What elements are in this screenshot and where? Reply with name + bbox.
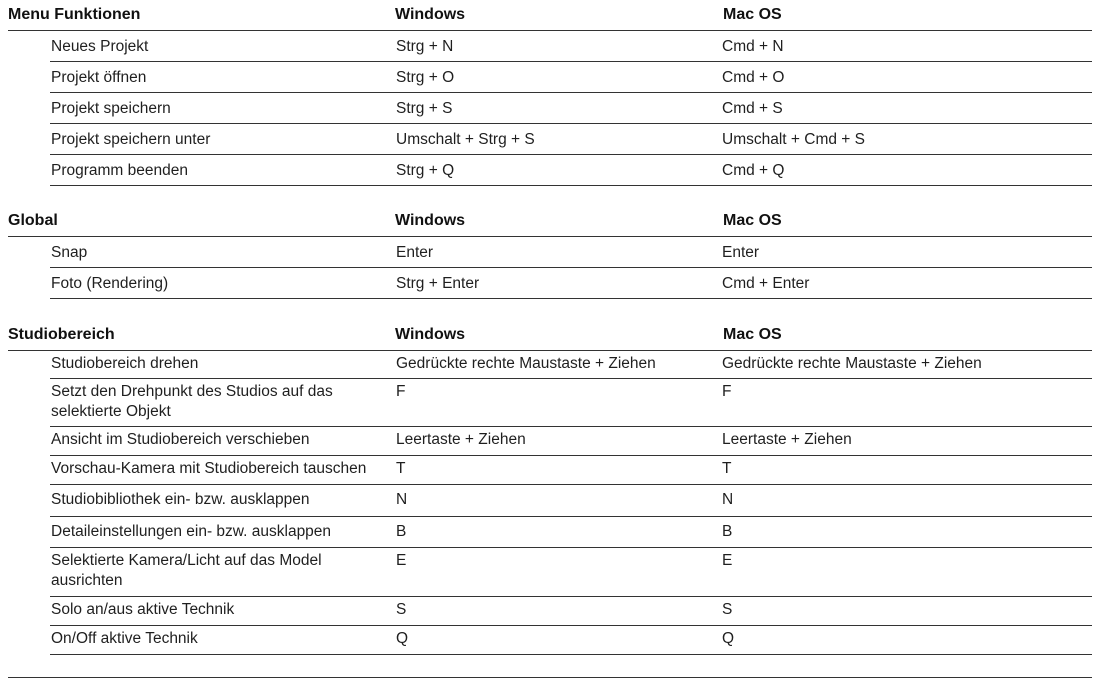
mac-shortcut-cell: Cmd + N	[722, 38, 784, 55]
mac-shortcut-cell: Cmd + S	[722, 100, 783, 117]
column-header-mac: Mac OS	[723, 212, 782, 229]
mac-shortcut-cell: E	[722, 552, 733, 569]
function-cell: Programm beenden	[51, 162, 188, 179]
function-cell: On/Off aktive Technik	[51, 630, 198, 647]
windows-shortcut-cell: Enter	[396, 244, 434, 261]
windows-shortcut-cell: Q	[396, 630, 409, 647]
function-cell: Projekt öffnen	[51, 69, 147, 86]
section-title: Menu Funktionen	[8, 6, 141, 23]
section-header	[8, 320, 1092, 351]
function-cell: Ansicht im Studiobereich verschieben	[51, 431, 310, 448]
windows-shortcut-cell: Strg + Enter	[396, 275, 480, 292]
windows-shortcut-cell: E	[396, 552, 407, 569]
table-row	[50, 597, 1092, 626]
section-menu-funktionen	[0, 0, 1097, 186]
table-row	[50, 548, 1092, 597]
mac-shortcut-cell: Cmd + Q	[722, 162, 785, 179]
mac-shortcut-cell: S	[722, 601, 733, 618]
bottom-divider	[8, 677, 1092, 678]
function-cell: Vorschau-Kamera mit Studiobereich tauschen	[51, 460, 367, 477]
section-header	[8, 206, 1092, 237]
table-row	[50, 155, 1092, 186]
mac-shortcut-cell: Umschalt + Cmd + S	[722, 131, 865, 148]
windows-shortcut-cell: F	[396, 383, 406, 400]
windows-shortcut-cell: B	[396, 523, 407, 540]
table-row	[50, 124, 1092, 155]
windows-shortcut-cell: T	[396, 460, 406, 477]
section-global	[0, 206, 1097, 299]
mac-shortcut-cell: Leertaste + Ziehen	[722, 431, 852, 448]
function-cell: Snap	[51, 244, 88, 261]
function-cell: Solo an/aus aktive Technik	[51, 601, 235, 618]
section-title: Studiobereich	[8, 326, 115, 343]
function-cell: Studiobereich drehen	[51, 355, 199, 372]
windows-shortcut-cell: Strg + N	[396, 38, 454, 55]
mac-shortcut-cell: Q	[722, 630, 735, 647]
mac-shortcut-cell: Gedrückte rechte Maustaste + Ziehen	[722, 355, 982, 372]
column-header-windows: Windows	[395, 326, 466, 343]
mac-shortcut-cell: Enter	[722, 244, 760, 261]
table-row	[50, 237, 1092, 268]
function-cell: Neues Projekt	[51, 38, 149, 55]
section-title: Global	[8, 212, 58, 229]
function-cell: Foto (Rendering)	[51, 275, 169, 292]
mac-shortcut-cell: N	[722, 491, 734, 508]
windows-shortcut-cell: Umschalt + Strg + S	[396, 131, 535, 148]
windows-shortcut-cell: Gedrückte rechte Maustaste + Ziehen	[396, 355, 656, 372]
function-cell: Detaileinstellungen ein- bzw. ausklappen	[51, 523, 332, 540]
table-row	[50, 626, 1092, 655]
table-row	[50, 485, 1092, 517]
table-row	[50, 62, 1092, 93]
column-header-mac: Mac OS	[723, 6, 782, 23]
table-row	[50, 31, 1092, 62]
windows-shortcut-cell: S	[396, 601, 407, 618]
function-cell: Projekt speichern	[51, 100, 171, 117]
mac-shortcut-cell: Cmd + O	[722, 69, 785, 86]
column-header-windows: Windows	[395, 6, 466, 23]
column-header-windows: Windows	[395, 212, 466, 229]
table-row	[50, 351, 1092, 379]
windows-shortcut-cell: Strg + S	[396, 100, 453, 117]
table-row	[50, 379, 1092, 427]
table-row	[50, 268, 1092, 299]
mac-shortcut-cell: T	[722, 460, 732, 477]
table-row	[50, 517, 1092, 548]
function-cell: Setzt den Drehpunkt des Studios auf das selektierte Objekt	[51, 383, 333, 420]
section-header	[8, 0, 1092, 31]
mac-shortcut-cell: B	[722, 523, 733, 540]
table-row	[50, 93, 1092, 124]
function-cell: Studiobibliothek ein- bzw. ausklappen	[51, 491, 310, 508]
table-row	[50, 427, 1092, 456]
mac-shortcut-cell: F	[722, 383, 732, 400]
column-header-mac: Mac OS	[723, 326, 782, 343]
section-studiobereich	[0, 320, 1097, 655]
function-cell: Projekt speichern unter	[51, 131, 211, 148]
windows-shortcut-cell: Leertaste + Ziehen	[396, 431, 526, 448]
function-cell: Selektierte Kamera/Licht auf das Model ausrichten	[51, 552, 322, 589]
windows-shortcut-cell: Strg + O	[396, 69, 455, 86]
windows-shortcut-cell: N	[396, 491, 408, 508]
table-row	[50, 456, 1092, 485]
mac-shortcut-cell: Cmd + Enter	[722, 275, 810, 292]
windows-shortcut-cell: Strg + Q	[396, 162, 455, 179]
